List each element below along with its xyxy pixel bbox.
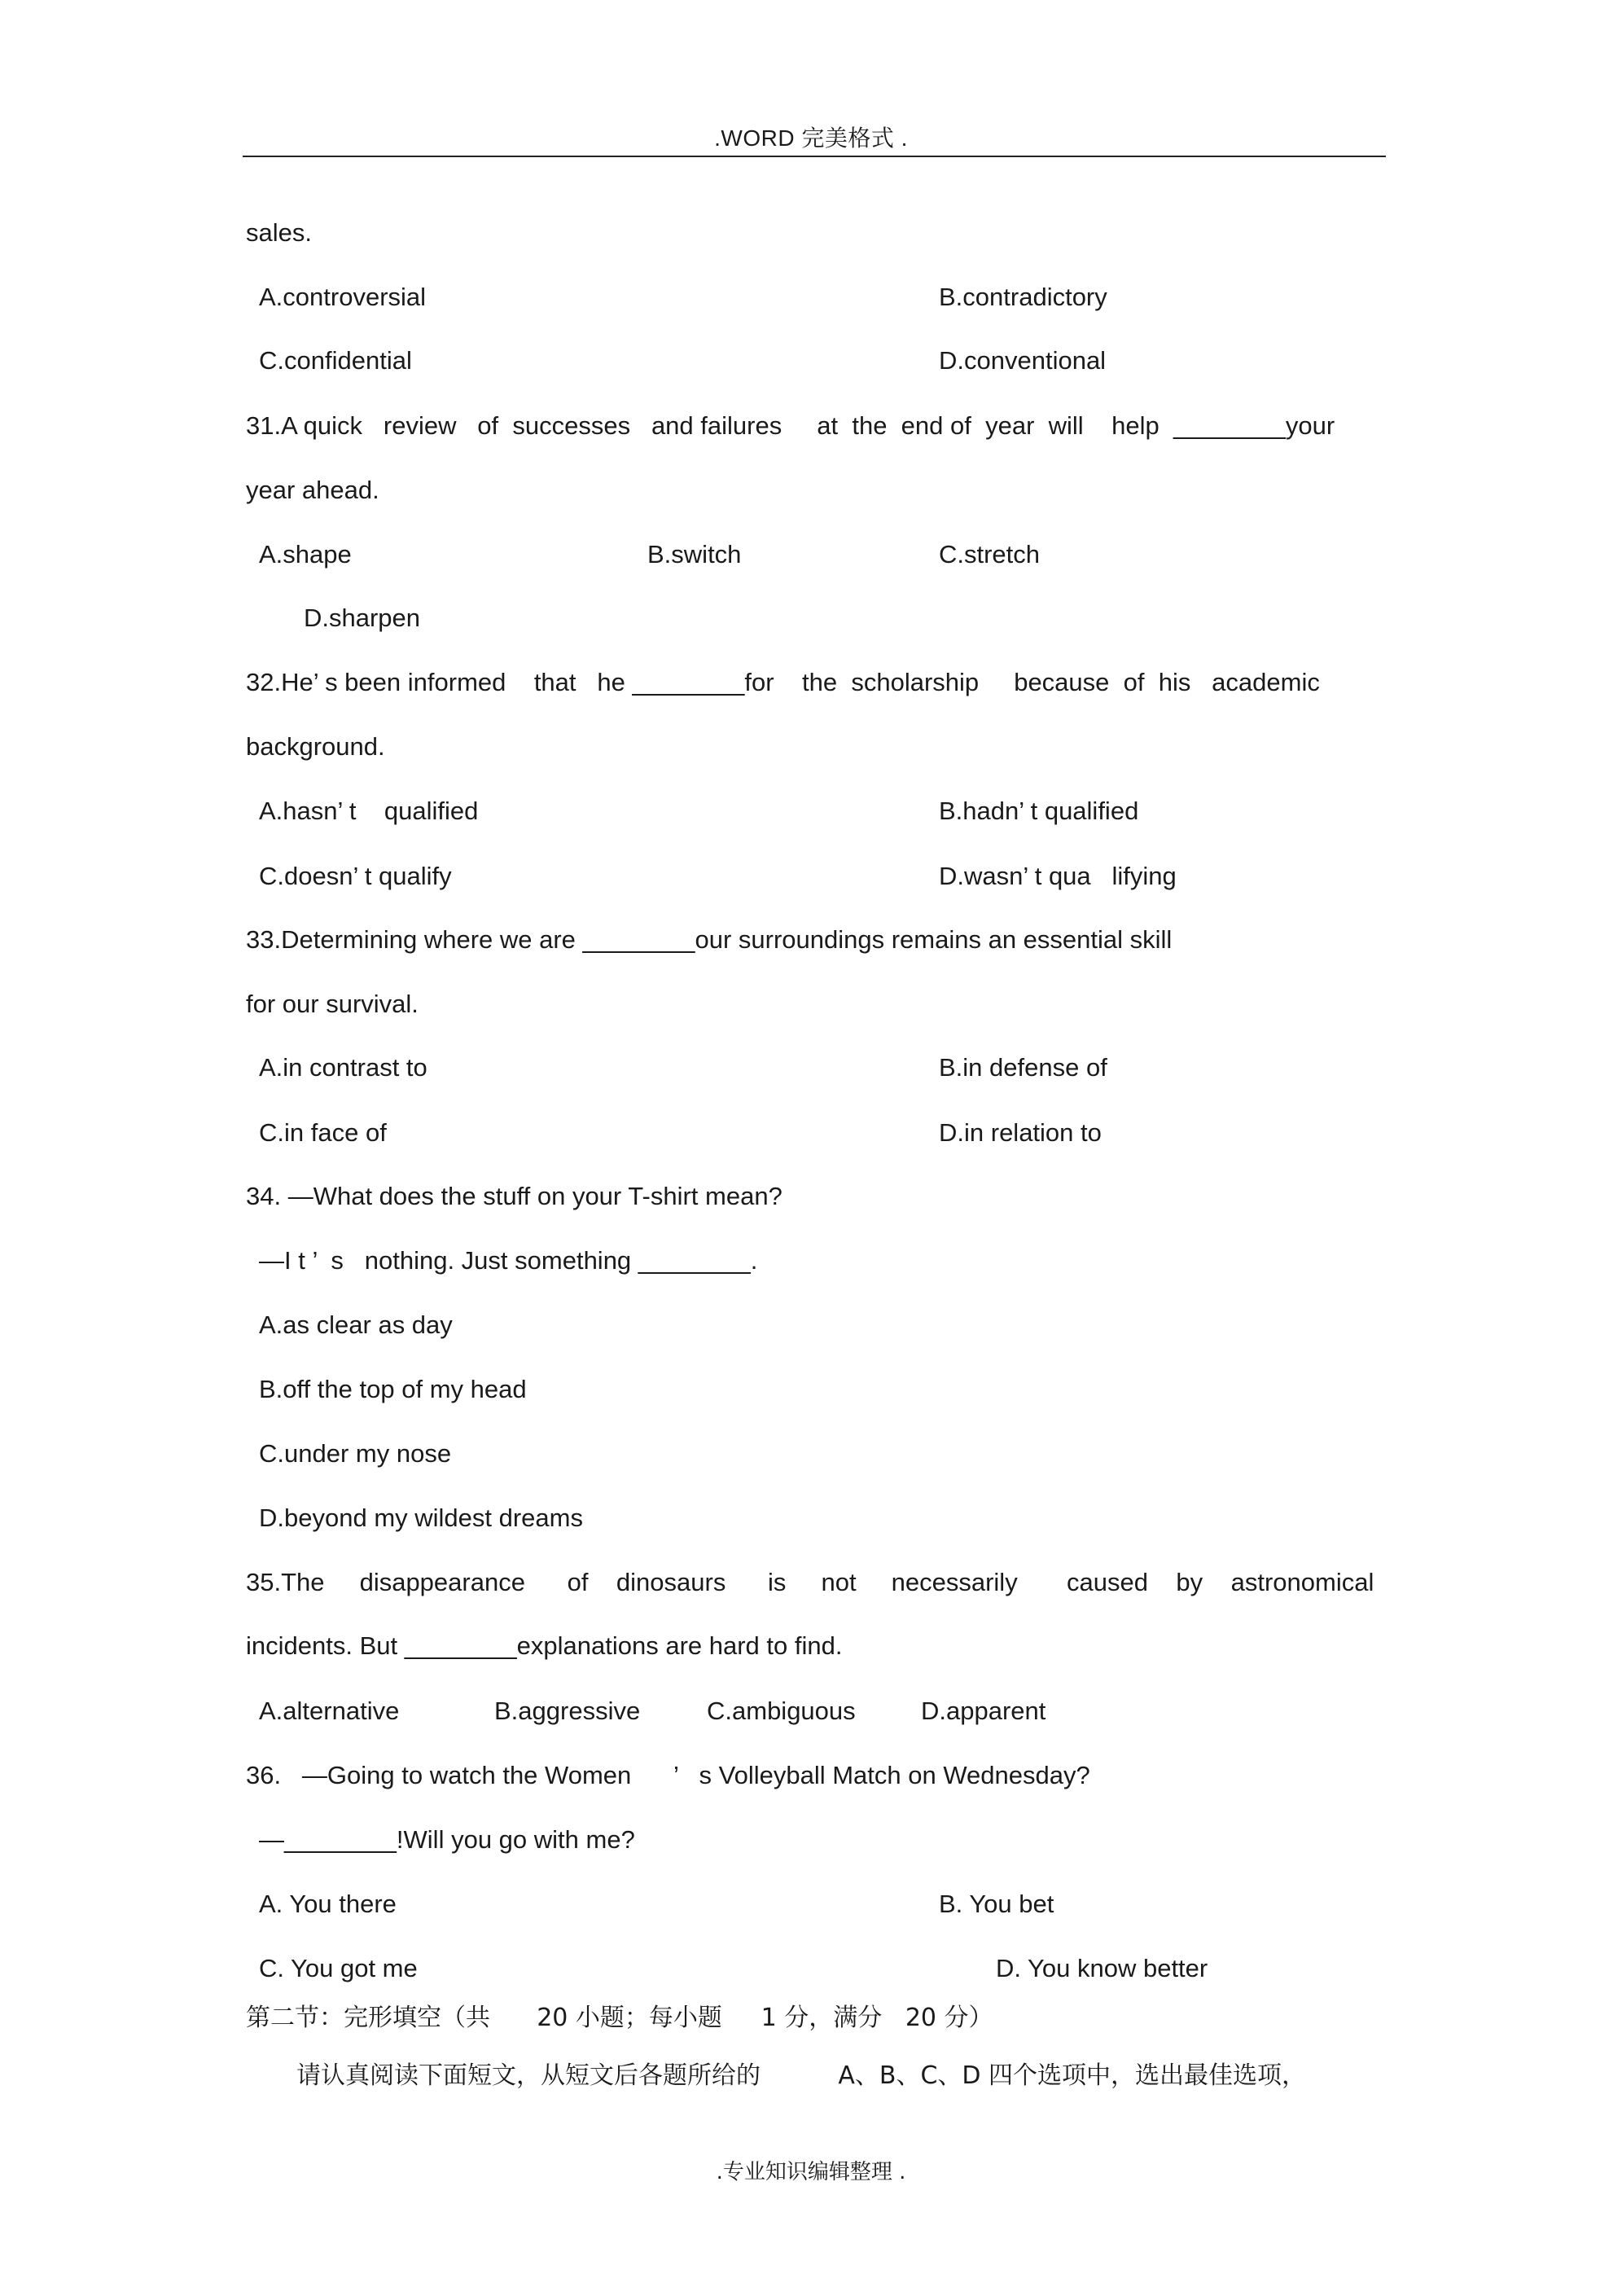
q33-option-b: B.in defense of bbox=[939, 1053, 1107, 1082]
q35-option-d: D.apparent bbox=[921, 1697, 1046, 1725]
q31-option-c: C.stretch bbox=[939, 540, 1041, 569]
q33-stem: 33.Determining where we are ________our surroundings remains an essential skill bbox=[246, 925, 1173, 954]
q30-option-a: A.controversial bbox=[259, 283, 427, 311]
q32-option-c: C.doesn’ t qualify bbox=[259, 862, 452, 890]
section2-heading: 第二节：完形填空（共 20 小题；每小题 1 分，满分 20 分） bbox=[246, 2004, 993, 2032]
q35-option-b: B.aggressive bbox=[494, 1697, 641, 1725]
q33-option-c: C.in face of bbox=[259, 1118, 387, 1147]
q32-stem: 32.He’ s been informed that he ________for the scholarship because of his academic bbox=[246, 668, 1320, 696]
q36-stem-reply: —________!Will you go with me? bbox=[259, 1825, 635, 1854]
q31-option-d: D.sharpen bbox=[304, 604, 421, 632]
q36-option-a: A. You there bbox=[259, 1890, 397, 1918]
q30-continuation: sales. bbox=[246, 218, 312, 247]
page-footer: .专业知识编辑整理 . bbox=[716, 2160, 906, 2184]
q34-option-c: C.under my nose bbox=[259, 1439, 452, 1468]
q35-option-c: C.ambiguous bbox=[707, 1697, 856, 1725]
q36-stem: 36. —Going to watch the Women ’ s Volleyball Match on Wednesday? bbox=[246, 1761, 1090, 1789]
q33-stem-cont: for our survival. bbox=[246, 990, 419, 1018]
q34-option-d: D.beyond my wildest dreams bbox=[259, 1504, 583, 1532]
q33-option-a: A.in contrast to bbox=[259, 1053, 427, 1082]
q34-stem-reply: —I t ’ s nothing. Just something ________. bbox=[259, 1246, 758, 1275]
header-rule bbox=[243, 156, 1386, 157]
q32-option-d: D.wasn’ t qua lifying bbox=[939, 862, 1177, 890]
q32-stem-cont: background. bbox=[246, 732, 385, 761]
q31-stem-cont: year ahead. bbox=[246, 476, 379, 504]
q31-option-a: A.shape bbox=[259, 540, 352, 569]
q36-option-d: D. You know better bbox=[996, 1954, 1208, 1982]
q35-stem-cont: incidents. But ________explanations are hard to find. bbox=[246, 1631, 843, 1660]
q30-option-b: B.contradictory bbox=[939, 283, 1107, 311]
page-header: .WORD 完美格式 . bbox=[714, 125, 908, 151]
q36-option-b: B. You bet bbox=[939, 1890, 1054, 1918]
q31-option-b: B.switch bbox=[647, 540, 742, 569]
q31-stem: 31.A quick review of successes and failures at the end of year will help ________your bbox=[246, 411, 1335, 440]
q34-option-a: A.as clear as day bbox=[259, 1310, 453, 1339]
q32-option-a: A.hasn’ t qualified bbox=[259, 797, 479, 825]
q34-stem: 34. —What does the stuff on your T-shirt mean? bbox=[246, 1182, 783, 1210]
q30-option-c: C.confidential bbox=[259, 346, 412, 375]
q33-option-d: D.in relation to bbox=[939, 1118, 1102, 1147]
q30-option-d: D.conventional bbox=[939, 346, 1107, 375]
q35-stem: 35.The disappearance of dinosaurs is not necessarily caused by astronomical bbox=[246, 1568, 1374, 1596]
q34-option-b: B.off the top of my head bbox=[259, 1375, 527, 1403]
q35-option-a: A.alternative bbox=[259, 1697, 400, 1725]
section2-instruction: 请认真阅读下面短文，从短文后各题所给的 A、B、C、D 四个选项中，选出最佳选项， bbox=[296, 2061, 1307, 2090]
q36-option-c: C. You got me bbox=[259, 1954, 418, 1982]
q32-option-b: B.hadn’ t qualified bbox=[939, 797, 1139, 825]
